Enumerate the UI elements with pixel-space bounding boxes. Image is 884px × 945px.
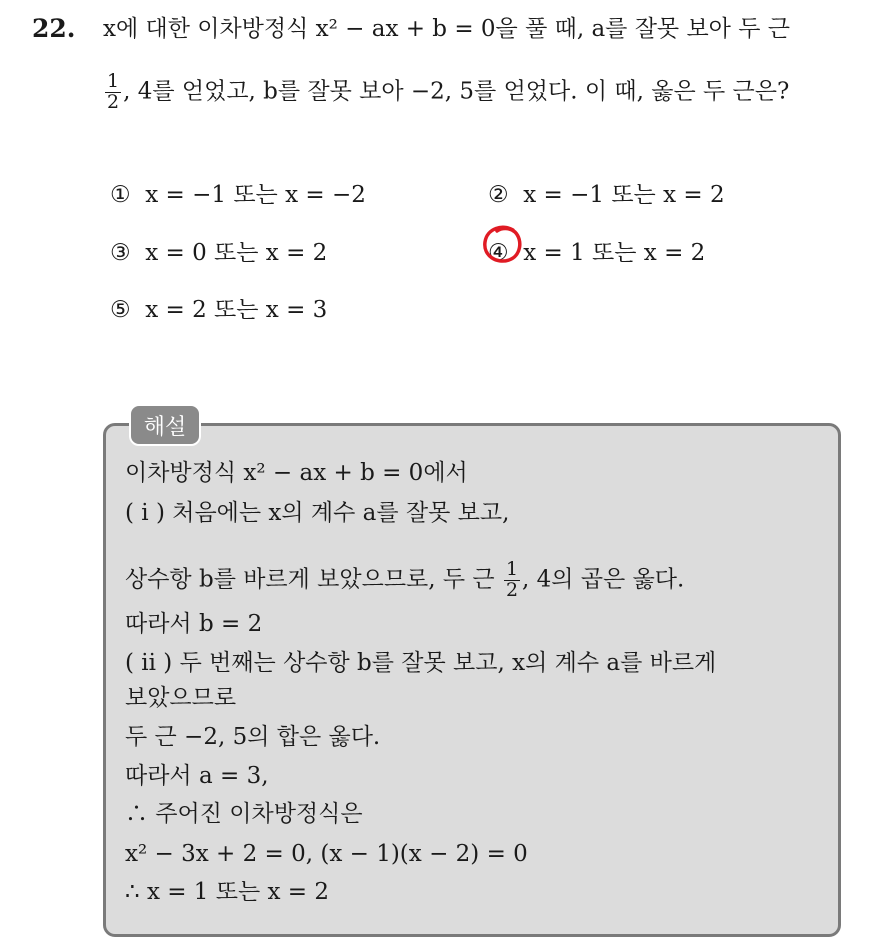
explanation-line-2: ( i ) 처음에는 x의 계수 a를 잘못 보고, — [125, 500, 510, 526]
choice-text: x = 0 또는 x = 2 — [145, 240, 328, 266]
fraction-denominator: 2 — [107, 90, 120, 113]
choice-label: ① — [110, 182, 131, 208]
explanation-line-5: ( ii ) 두 번째는 상수항 b를 잘못 보고, x의 계수 a를 바르게 — [125, 650, 717, 676]
choice-text: x = −1 또는 x = −2 — [145, 182, 366, 208]
fraction-numerator: 1 — [107, 70, 120, 92]
choice-text: x = −1 또는 x = 2 — [523, 182, 725, 208]
choice-5[interactable] — [110, 291, 327, 324]
choice-text: x = 1 또는 x = 2 — [523, 240, 706, 266]
choice-label: ④ — [488, 240, 509, 266]
explanation-line-10: x² − 3x + 2 = 0, (x − 1)(x − 2) = 0 — [125, 841, 528, 867]
explanation-line-6: 보았으므로 — [125, 685, 237, 711]
explanation-line-3-end: , 4의 곱은 옳다. — [522, 566, 685, 593]
explanation-line-3-start: 상수항 b를 바르게 보았으므로, 두 근 — [125, 566, 502, 593]
explanation-line-4: 따라서 b = 2 — [125, 611, 263, 637]
explanation-line-8: 따라서 a = 3, — [125, 763, 269, 789]
choice-1[interactable] — [110, 176, 366, 209]
explanation-line-7: 두 근 −2, 5의 합은 옳다. — [125, 724, 381, 750]
fraction-one-half — [105, 72, 121, 113]
question-text-line2 — [103, 72, 789, 113]
question-text-line1: x에 대한 이차방정식 x² − ax + b = 0을 풀 때, a를 잘못 보아 두 근 — [103, 16, 790, 42]
explanation-line-3 — [125, 560, 684, 601]
choice-text: x = 2 또는 x = 3 — [145, 297, 328, 323]
question-text-line2-rest: , 4를 얻었고, b를 잘못 보아 −2, 5를 얻었다. 이 때, 옳은 두 근은? — [123, 78, 790, 105]
fraction-denominator: 2 — [505, 578, 519, 601]
explanation-line-11: ∴ x = 1 또는 x = 2 — [125, 879, 329, 905]
fraction-numerator: 1 — [505, 558, 519, 580]
choice-label: ⑤ — [110, 297, 131, 323]
question-number: 22. — [32, 14, 76, 43]
explanation-tag: 해설 — [129, 404, 201, 446]
answer-circle-mark — [479, 222, 525, 268]
choice-3[interactable] — [110, 234, 327, 267]
choice-label: ③ — [110, 240, 131, 266]
choice-2[interactable] — [488, 176, 725, 209]
explanation-line-1: 이차방정식 x² − ax + b = 0에서 — [125, 460, 468, 486]
explanation-line-9: ∴ 주어진 이차방정식은 — [125, 801, 363, 827]
choice-label: ② — [488, 182, 509, 208]
explanation-fraction — [504, 560, 520, 601]
